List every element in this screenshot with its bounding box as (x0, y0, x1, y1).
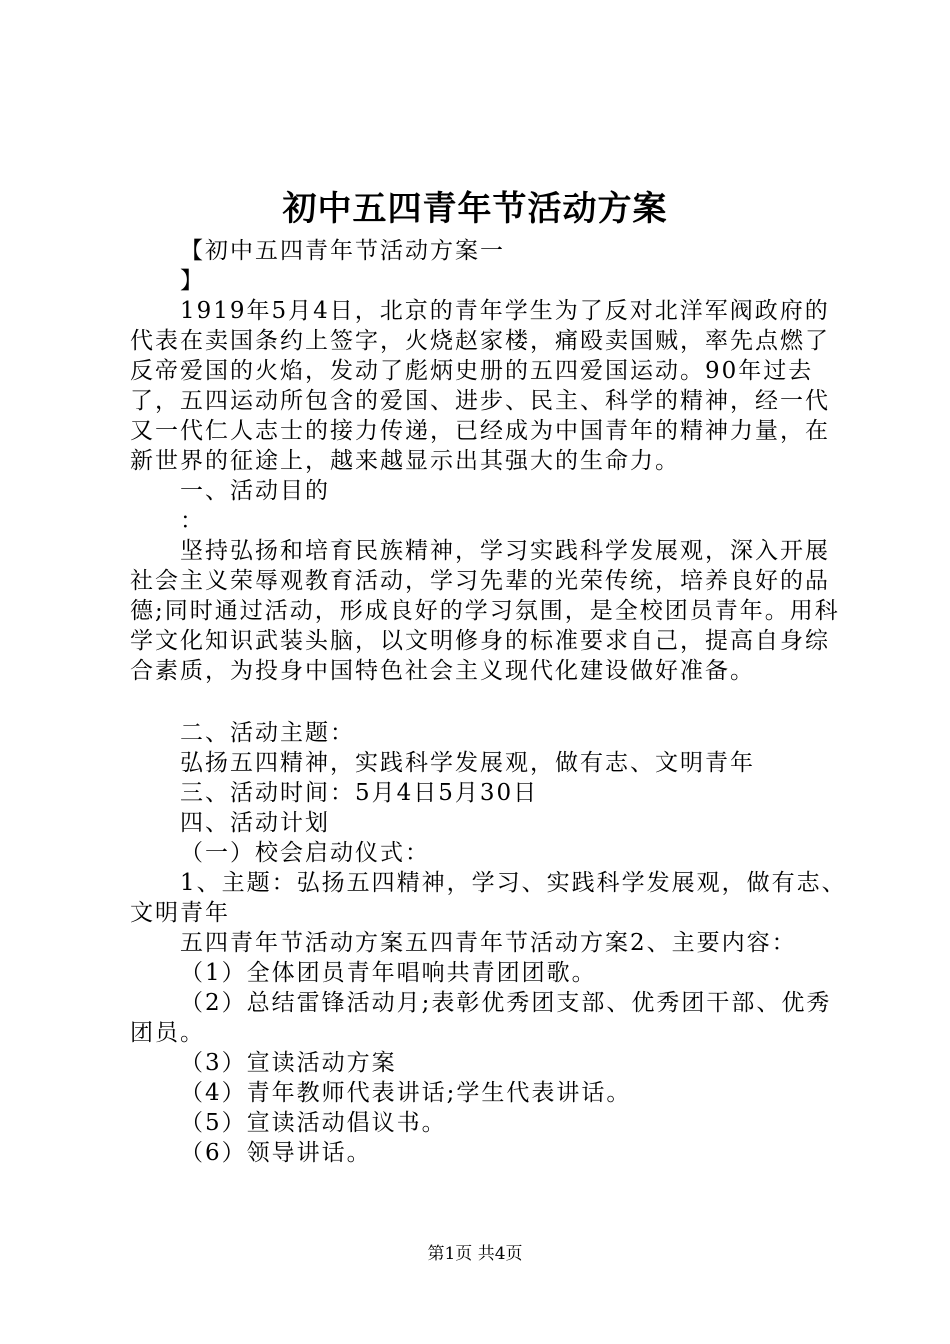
list-item-4: （4）青年教师代表讲话;学生代表讲话。 (180, 1080, 632, 1106)
list-item-3: （3）宣读活动方案 (180, 1050, 397, 1076)
subheading-launch-ceremony: （一）校会启动仪式： (180, 840, 430, 866)
paragraph-intro: 1919年5月4日，北京的青年学生为了反对北洋军阀政府的代表在卖国条约上签字，火烧赵家楼，痛殴卖国贼，率先点燃了反帝爱国的火焰，发动了彪炳史册的五四爱国运动。90年过去了，五四运动所包含的爱国、进步、民主、科学的精神，经一代又一代仁人志士的接力传递，已经成为中国青年的精神力量，在新世界的征途上，越来越显示出其强大的生命力。 (130, 298, 830, 474)
activity-theme-text: 弘扬五四精神，实践科学发展观，做有志、文明青年 (180, 750, 755, 776)
heading-activity-plan: 四、活动计划 (180, 810, 330, 836)
colon-line: ： (180, 508, 205, 534)
section-heading-bracket-open: 【初中五四青年节活动方案一 (180, 238, 505, 264)
paragraph-spacer (130, 686, 850, 718)
page-number-footer: 第1页 共4页 (427, 1244, 523, 1264)
list-item-1: （1）全体团员青年唱响共青团团歌。 (180, 960, 597, 986)
document-body (130, 236, 850, 1168)
item-theme: 1、主题：弘扬五四精神，学习、实践科学发展观，做有志、文明青年 (130, 870, 847, 926)
list-item-2: （2）总结雷锋活动月;表彰优秀团支部、优秀团干部、优秀团员。 (130, 990, 832, 1046)
heading-activity-time: 三、活动时间：5月4日5月30日 (180, 780, 539, 806)
heading-activity-theme: 二、活动主题： (180, 720, 355, 746)
paragraph-purpose: 坚持弘扬和培育民族精神，学习实践科学发展观，深入开展社会主义荣辱观教育活动，学习先辈的光荣传统，培养良好的品德;同时通过活动，形成良好的学习氛围，是全校团员青年。用科学文化知识武装头脑，以文明修身的标准要求自己，提高自身综合素质，为投身中国特色社会主义现代化建设做好准备。 (130, 538, 840, 684)
list-item-6: （6）领导讲话。 (180, 1140, 372, 1166)
heading-activity-purpose: 一、活动目的 (180, 478, 330, 504)
item-main-content: 五四青年节活动方案五四青年节活动方案2、主要内容： (180, 930, 797, 956)
document-title: 初中五四青年节活动方案 (282, 189, 668, 229)
section-heading-bracket-close: 】 (180, 268, 205, 294)
list-item-5: （5）宣读活动倡议书。 (180, 1110, 447, 1136)
